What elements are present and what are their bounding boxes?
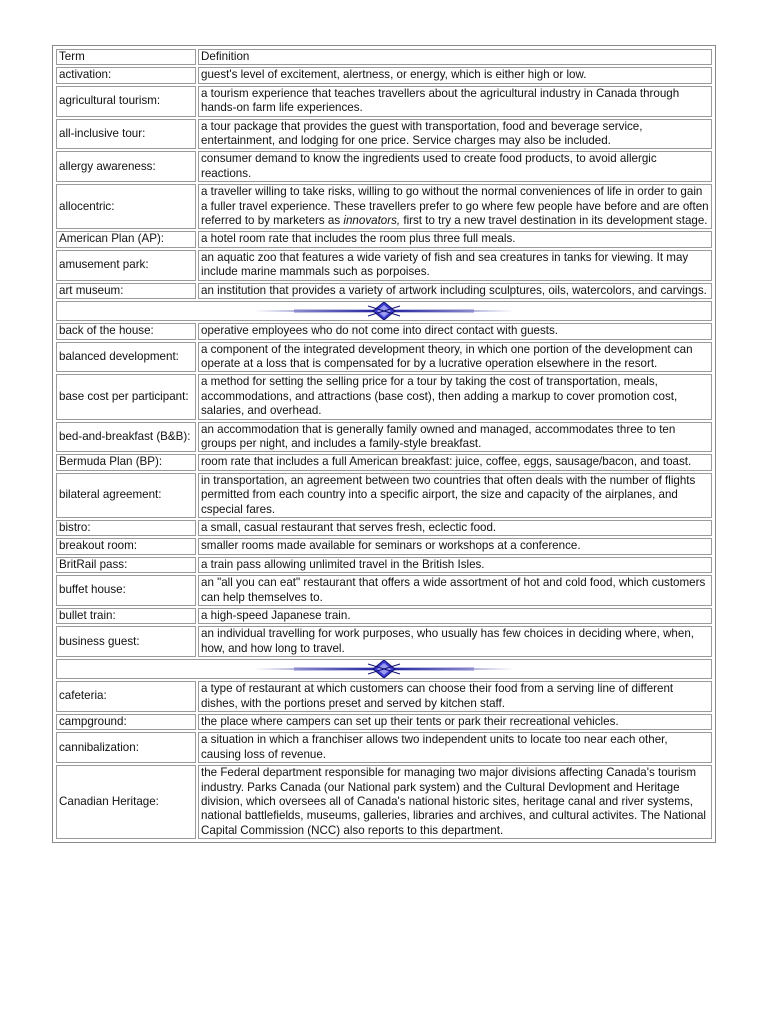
table-row xyxy=(56,681,712,712)
glossary-table-frame xyxy=(52,45,716,843)
term-cell: bed-and-breakfast (B&B): xyxy=(56,422,196,453)
table-header-row xyxy=(56,49,712,65)
term-cell: agricultural tourism: xyxy=(56,86,196,117)
definition-emphasis: innovators, xyxy=(343,214,401,228)
table-row xyxy=(56,454,712,470)
table-row xyxy=(56,283,712,299)
definition-cell: in transportation, an agreement between two countries that often deals with the number of flights permitted from each country into a specific airport, the size and capacity of the airplanes, and cspecial fares. xyxy=(198,473,712,518)
definition-cell: a high-speed Japanese train. xyxy=(198,608,712,624)
term-cell: breakout room: xyxy=(56,538,196,554)
table-row xyxy=(56,184,712,229)
term-cell: cafeteria: xyxy=(56,681,196,712)
definition-cell: a tour package that provides the guest with transportation, food and beverage service, entertainment, and lodging for one price. Service charges may also be included. xyxy=(198,119,712,150)
section-separator xyxy=(56,659,712,679)
term-cell: business guest: xyxy=(56,626,196,657)
term-cell: Canadian Heritage: xyxy=(56,765,196,839)
table-row xyxy=(56,67,712,83)
definition-cell: a method for setting the selling price for a tour by taking the cost of transportation, meals, accommodations, and attractions (base cost), then adding a markup to cover promotion cost, salaries, and overhead. xyxy=(198,374,712,419)
table-row xyxy=(56,374,712,419)
term-cell: bilateral agreement: xyxy=(56,473,196,518)
definition-cell: guest's level of excitement, alertness, or energy, which is either high or low. xyxy=(198,67,712,83)
term-cell: allocentric: xyxy=(56,184,196,229)
term-cell: art museum: xyxy=(56,283,196,299)
table-row xyxy=(56,626,712,657)
header-term: Term xyxy=(56,49,196,65)
definition-cell: smaller rooms made available for seminars or workshops at a conference. xyxy=(198,538,712,554)
table-row xyxy=(56,342,712,373)
definition-cell: a situation in which a franchiser allows two independent units to locate too near each other, causing loss of revenue. xyxy=(198,732,712,763)
definition-cell: the place where campers can set up their tents or park their recreational vehicles. xyxy=(198,714,712,730)
term-cell: all-inclusive tour: xyxy=(56,119,196,150)
table-row xyxy=(56,714,712,730)
table-row xyxy=(56,250,712,281)
section-separator xyxy=(56,301,712,321)
term-cell: base cost per participant: xyxy=(56,374,196,419)
table-row xyxy=(56,538,712,554)
definition-cell: a train pass allowing unlimited travel in the British Isles. xyxy=(198,557,712,573)
header-definition: Definition xyxy=(198,49,712,65)
diamond-ornament-icon xyxy=(254,660,514,678)
definition-cell: an individual travelling for work purposes, who usually has few choices in deciding where, when, how, and how long to travel. xyxy=(198,626,712,657)
definition-cell: consumer demand to know the ingredients used to create food products, to avoid allergic reactions. xyxy=(198,151,712,182)
term-cell: balanced development: xyxy=(56,342,196,373)
separator-cell xyxy=(56,659,712,679)
separator-cell xyxy=(56,301,712,321)
table-row xyxy=(56,473,712,518)
term-cell: BritRail pass: xyxy=(56,557,196,573)
definition-cell xyxy=(198,184,712,229)
definition-cell: an accommodation that is generally family owned and managed, accommodates three to ten groups per night, and includes a family-style breakfast. xyxy=(198,422,712,453)
table-row xyxy=(56,608,712,624)
table-row xyxy=(56,732,712,763)
term-cell: allergy awareness: xyxy=(56,151,196,182)
glossary-body xyxy=(56,49,712,839)
definition-text: first to try a new travel destination in its development stage. xyxy=(400,214,708,228)
definition-cell: a hotel room rate that includes the room plus three full meals. xyxy=(198,231,712,247)
term-cell: campground: xyxy=(56,714,196,730)
term-cell: bullet train: xyxy=(56,608,196,624)
definition-cell: an institution that provides a variety of artwork including sculptures, oils, watercolors, and carvings. xyxy=(198,283,712,299)
definition-cell: a tourism experience that teaches travellers about the agricultural industry in Canada through hands-on farm life experiences. xyxy=(198,86,712,117)
table-row xyxy=(56,323,712,339)
term-cell: back of the house: xyxy=(56,323,196,339)
table-row xyxy=(56,231,712,247)
table-row xyxy=(56,557,712,573)
term-cell: cannibalization: xyxy=(56,732,196,763)
definition-text: a traveller willing to take risks, willing to go without the normal conveniences of life in order to gain a fuller travel experience. These travellers prefer to go where few people have before and are often referred to by marketers as xyxy=(201,185,709,228)
table-row xyxy=(56,422,712,453)
table-row xyxy=(56,765,712,839)
table-row xyxy=(56,151,712,182)
table-row xyxy=(56,575,712,606)
definition-cell: an "all you can eat" restaurant that offers a wide assortment of hot and cold food, which customers can help themselves to. xyxy=(198,575,712,606)
term-cell: amusement park: xyxy=(56,250,196,281)
term-cell: Bermuda Plan (BP): xyxy=(56,454,196,470)
diamond-ornament-icon xyxy=(254,302,514,320)
term-cell: bistro: xyxy=(56,520,196,536)
glossary-table xyxy=(54,47,714,841)
definition-cell: operative employees who do not come into direct contact with guests. xyxy=(198,323,712,339)
term-cell: activation: xyxy=(56,67,196,83)
term-cell: American Plan (AP): xyxy=(56,231,196,247)
definition-cell: a type of restaurant at which customers can choose their food from a serving line of different dishes, with the portions preset and served by kitchen staff. xyxy=(198,681,712,712)
table-row xyxy=(56,86,712,117)
definition-cell: room rate that includes a full American breakfast: juice, coffee, eggs, sausage/bacon, and toast. xyxy=(198,454,712,470)
definition-cell: the Federal department responsible for managing two major divisions affecting Canada's tourism industry. Parks Canada (our National park system) and the Cultural Devlopment and Heritage division, which oversees all of Canada's national historic sites, heritage canal and river systems, national battlefields, museums, galleries, libraries and archives, and cultural activites. The National Capital Commission (NCC) also reports to this department. xyxy=(198,765,712,839)
term-cell: buffet house: xyxy=(56,575,196,606)
table-row xyxy=(56,119,712,150)
table-row xyxy=(56,520,712,536)
definition-cell: an aquatic zoo that features a wide variety of fish and sea creatures in tanks for viewing. It may include marine mammals such as porpoises. xyxy=(198,250,712,281)
definition-cell: a small, casual restaurant that serves fresh, eclectic food. xyxy=(198,520,712,536)
definition-cell: a component of the integrated development theory, in which one portion of the development can operate at a loss that is compensated for by a lucrative operation elsewhere in the resort. xyxy=(198,342,712,373)
